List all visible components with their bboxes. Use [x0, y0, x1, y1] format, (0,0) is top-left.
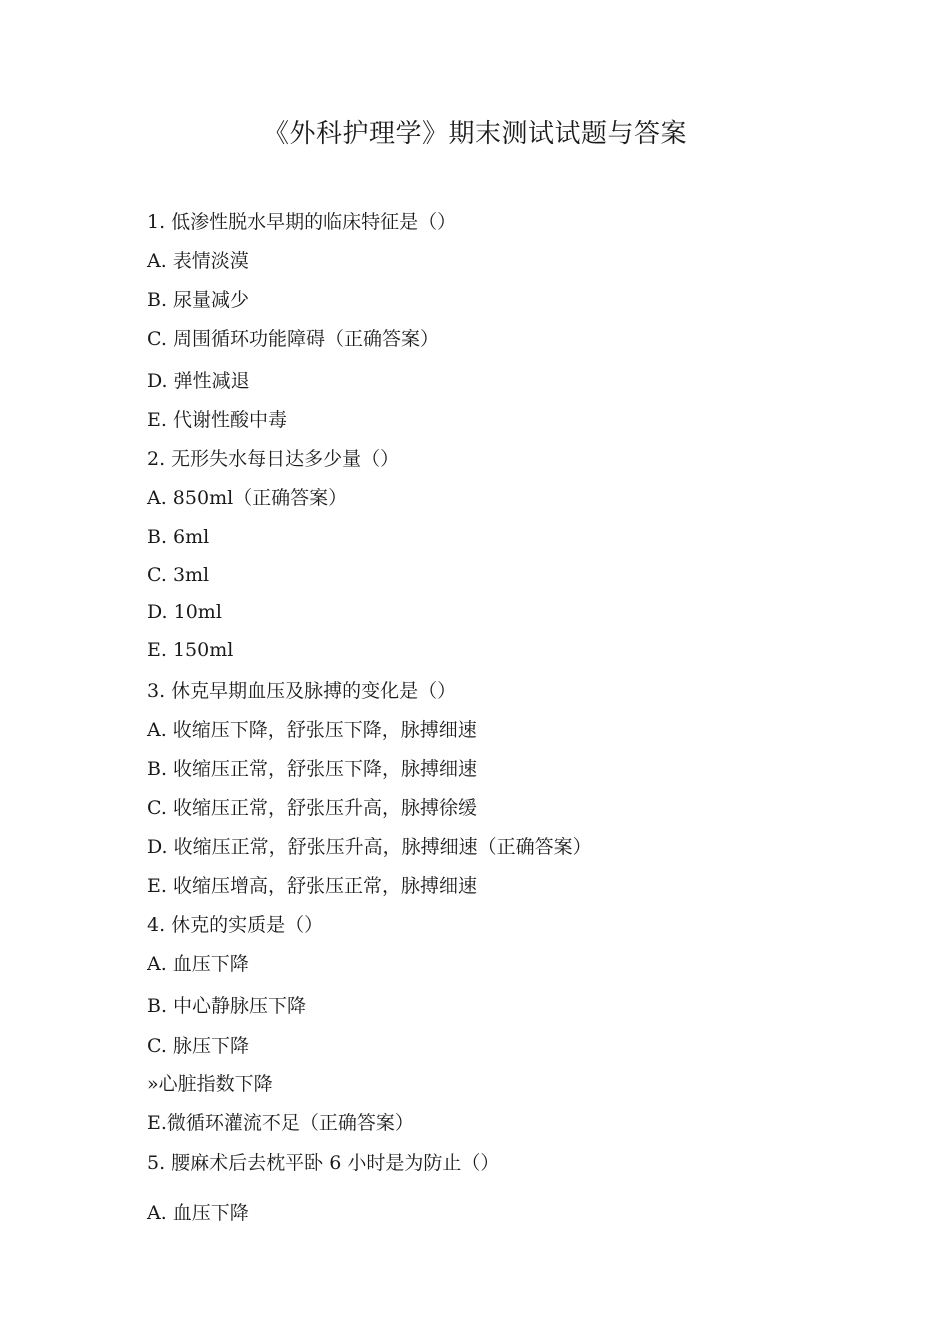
question-2: 2. 无形失水每日达多少量（）	[147, 448, 400, 470]
option-1a: A. 表情淡漠	[147, 250, 249, 272]
option-3d: D. 收缩压正常，舒张压升高，脉搏细速（正确答案）	[147, 836, 592, 858]
option-2c: C. 3ml	[147, 564, 210, 586]
question-3: 3. 休克早期血压及脉搏的变化是（）	[147, 680, 457, 702]
option-4d: »心脏指数下降	[147, 1073, 273, 1095]
question-4: 4. 休克的实质是（）	[147, 914, 324, 936]
option-4b: B. 中心静脉压下降	[147, 995, 307, 1017]
question-5: 5. 腰麻术后去枕平卧 6 小时是为防止（）	[147, 1152, 500, 1174]
option-1c: C. 周围循环功能障碍（正确答案）	[147, 328, 439, 350]
option-2e: E. 150ml	[147, 639, 234, 661]
option-2b: B. 6ml	[147, 526, 210, 548]
option-4e: E.微循环灌流不足（正确答案）	[147, 1112, 414, 1134]
option-1e: E. 代谢性酸中毒	[147, 409, 287, 431]
option-3e: E. 收缩压增高，舒张压正常，脉搏细速	[147, 875, 477, 897]
option-4c: C. 脉压下降	[147, 1035, 249, 1057]
page-title: 《外科护理学》期末测试试题与答案	[262, 119, 687, 149]
option-2d: D. 10ml	[147, 601, 222, 623]
option-5a: A. 血压下降	[147, 1202, 249, 1224]
question-1: 1. 低渗性脱水早期的临床特征是（）	[147, 211, 457, 233]
option-3a: A. 收缩压下降，舒张压下降，脉搏细速	[147, 719, 477, 741]
option-3b: B. 收缩压正常，舒张压下降，脉搏细速	[147, 758, 478, 780]
option-3c: C. 收缩压正常，舒张压升高，脉搏徐缓	[147, 797, 477, 819]
option-1b: B. 尿量减少	[147, 289, 250, 311]
option-4a: A. 血压下降	[147, 953, 249, 975]
option-2a: A. 850ml（正确答案）	[147, 487, 348, 509]
option-1d: D. 弹性减退	[147, 370, 250, 392]
